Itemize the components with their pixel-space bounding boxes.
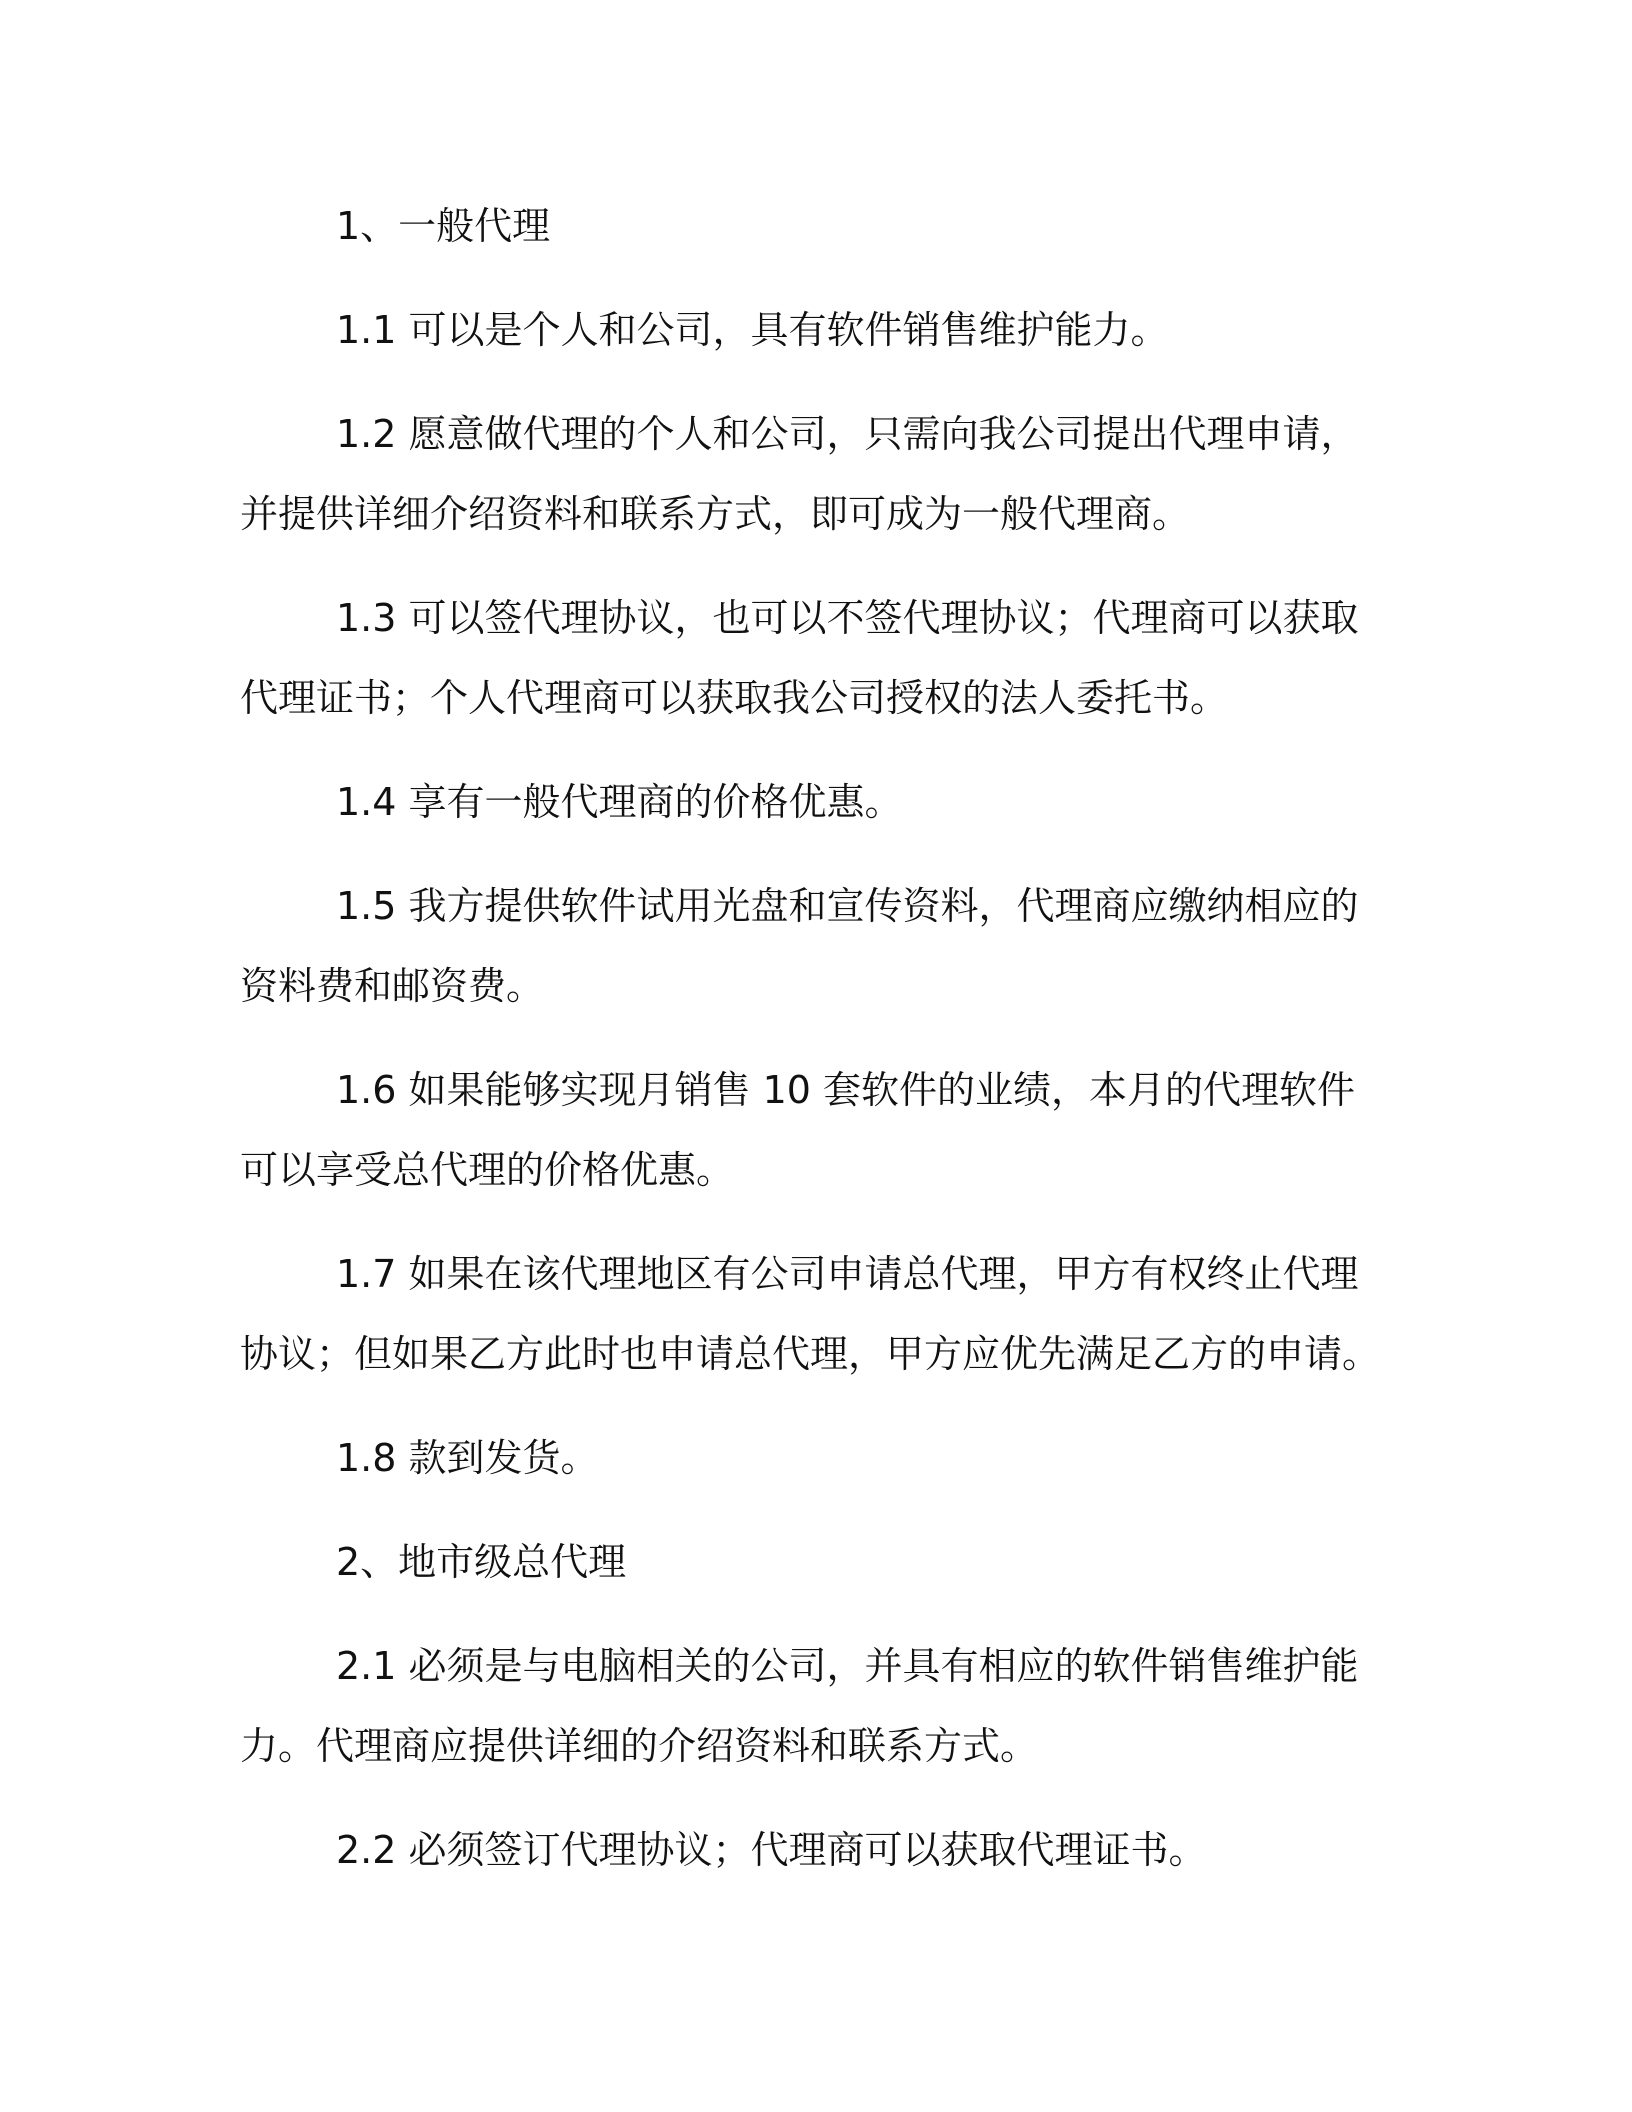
clause-1-5: 1.5 我方提供软件试用光盘和宣传资料，代理商应缴纳相应的资料费和邮资费。 [240, 884, 1359, 1008]
section-heading-general-agent: 1、一般代理 [336, 204, 551, 248]
document-body [240, 186, 1390, 1914]
clause-1-1: 1.1 可以是个人和公司，具有软件销售维护能力。 [336, 308, 1169, 352]
clause-2-1: 2.1 必须是与电脑相关的公司，并具有相应的软件销售维护能力。代理商应提供详细的介绍资料和联系方式。 [240, 1644, 1359, 1768]
clause-1-4: 1.4 享有一般代理商的价格优惠。 [336, 780, 903, 824]
section-heading-city-general-agent: 2、地市级总代理 [336, 1540, 627, 1584]
clause-1-2: 1.2 愿意做代理的个人和公司，只需向我公司提出代理申请，并提供详细介绍资料和联系方式，即可成为一般代理商。 [240, 412, 1359, 536]
clause-1-8: 1.8 款到发货。 [336, 1436, 599, 1480]
clause-1-7: 1.7 如果在该代理地区有公司申请总代理，甲方有权终止代理协议；但如果乙方此时也申请总代理，甲方应优先满足乙方的申请。 [240, 1252, 1381, 1376]
clause-1-3: 1.3 可以签代理协议，也可以不签代理协议；代理商可以获取代理证书；个人代理商可以获取我公司授权的法人委托书。 [240, 596, 1359, 720]
clause-1-6: 1.6 如果能够实现月销售 10 套软件的业绩，本月的代理软件可以享受总代理的价格优惠。 [240, 1068, 1356, 1192]
clause-2-2: 2.2 必须签订代理协议；代理商可以获取代理证书。 [336, 1828, 1207, 1872]
